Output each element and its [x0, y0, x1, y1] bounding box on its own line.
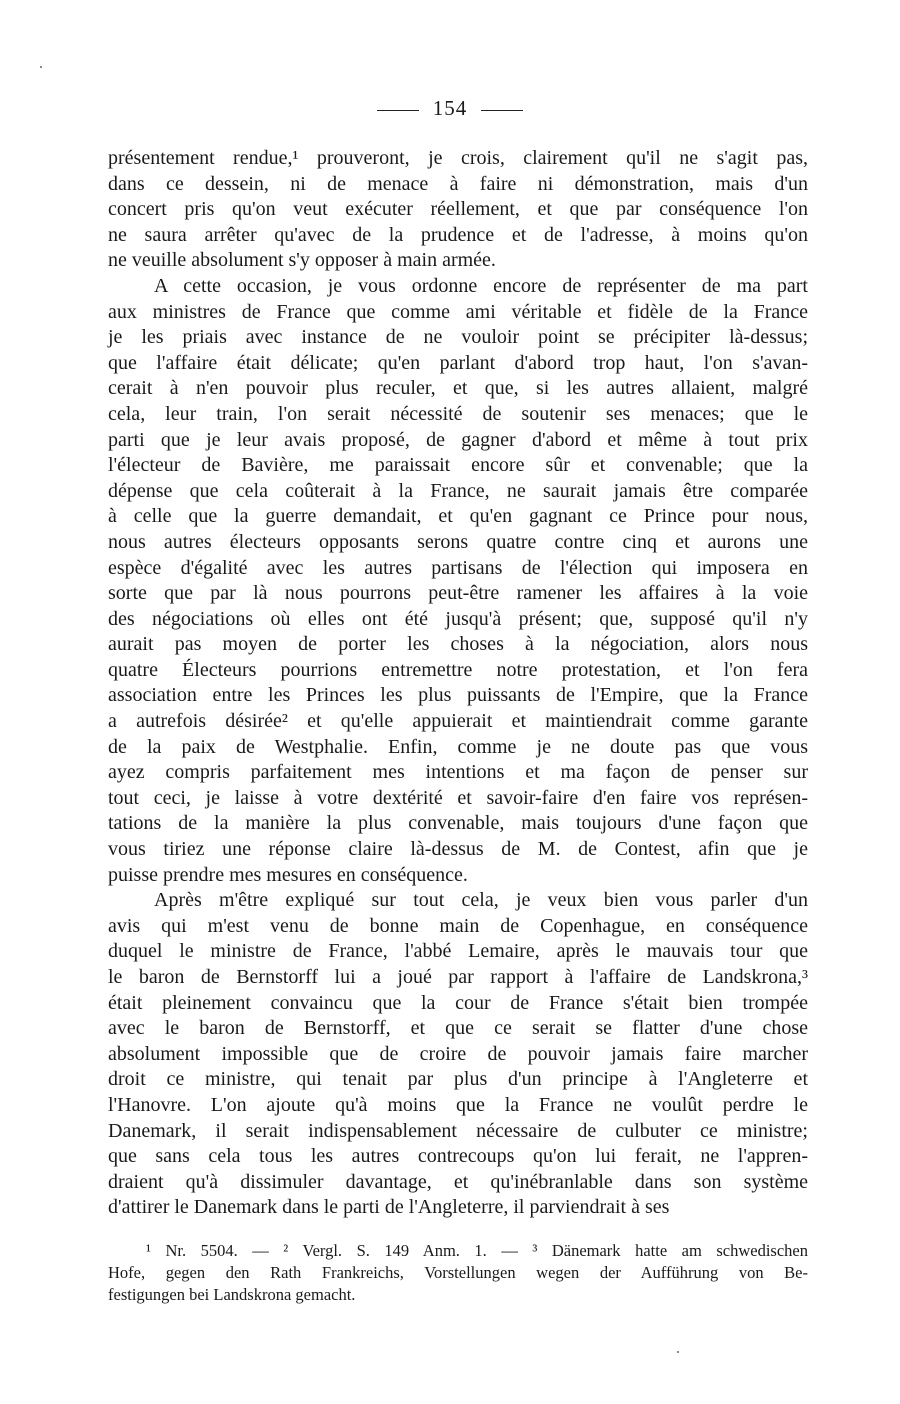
text-line: quatre Électeurs pourrions entremettre notre protestation, et l'on fera	[108, 658, 808, 681]
text-line: avec le baron de Bernstorff, et que ce serait se flatter d'une chose	[108, 1017, 808, 1040]
footnote-line: ¹ Nr. 5504. — ² Vergl. S. 149 Anm. 1. — ³ Dänemark hatte am schwedischen	[146, 1241, 808, 1260]
text-line: des négociations où elles ont été jusqu'à présent; que, supposé qu'il n'y	[108, 607, 808, 630]
text-line: dépense que cela coûterait à la France, ne saurait jamais être comparée	[108, 479, 808, 502]
text-line: espèce d'égalité avec les autres partisans de l'élection qui imposera en	[108, 556, 808, 579]
text-line: a autrefois désirée² et qu'elle appuierait et maintiendrait comme garante	[108, 710, 808, 733]
text-line: aux ministres de France que comme ami véritable et fidèle de la France	[108, 300, 808, 323]
paragraph	[108, 146, 808, 274]
text-line: de la paix de Westphalie. Enfin, comme je ne doute pas que vous	[108, 735, 808, 758]
footnotes	[108, 1240, 808, 1306]
text-line: duquel le ministre de France, l'abbé Lemaire, après le mauvais tour que	[108, 940, 808, 963]
text-line: Danemark, il serait indispensablement nécessaire de culbuter ce ministre;	[108, 1119, 808, 1142]
text-line: tout ceci, je laisse à votre dextérité et savoir-faire d'en faire vos représen-	[108, 786, 808, 809]
scan-speck	[677, 1351, 679, 1353]
page-number: 154	[432, 96, 468, 120]
text-line: ne saura arrêter qu'avec de la prudence et de l'adresse, à moins qu'on	[108, 223, 808, 246]
text-line: absolument impossible que de croire de pouvoir jamais faire marcher	[108, 1042, 808, 1065]
body-text	[108, 146, 808, 1221]
text-line: présentement rendue,¹ prouveront, je crois, clairement qu'il ne s'agit pas,	[108, 147, 808, 169]
header-dash-right	[481, 110, 523, 111]
text-line: sorte que par là nous pourrons peut-être ramener les affaires à la voie	[108, 582, 808, 605]
text-line: draient qu'à dissimuler davantage, et qu'inébranlable dans son système	[108, 1170, 808, 1193]
text-line: l'électeur de Bavière, me paraissait encore sûr et convenable; que la	[108, 454, 808, 477]
paragraph	[108, 888, 808, 1221]
text-line: avis qui m'est venu de bonne main de Copenhague, en conséquence	[108, 914, 808, 937]
text-line: aurait pas moyen de porter les choses à la négociation, alors nous	[108, 633, 808, 656]
text-line: à celle que la guerre demandait, et qu'en gagnant ce Prince pour nous,	[108, 505, 808, 528]
text-line: droit ce ministre, qui tenait par plus d'un principe à l'Angleterre et	[108, 1068, 808, 1091]
text-line: Après m'être expliqué sur tout cela, je veux bien vous parler d'un	[154, 889, 808, 912]
footnote-line: festigungen bei Landskrona gemacht.	[108, 1285, 356, 1304]
text-line: l'Hanovre. L'on ajoute qu'à moins que la France ne voulût perdre le	[108, 1093, 808, 1116]
text-line: concert pris qu'on veut exécuter réellement, et que par conséquence l'on	[108, 198, 808, 221]
header-dash-left	[377, 110, 419, 111]
scan-speck	[40, 66, 42, 68]
page-header	[0, 96, 900, 121]
text-line: cela, leur train, l'on serait nécessité de soutenir ses menaces; que le	[108, 402, 808, 425]
text-line: ayez compris parfaitement mes intentions et ma façon de penser sur	[108, 761, 808, 784]
text-line: cerait à n'en pouvoir plus reculer, et que, si les autres allaient, malgré	[108, 377, 808, 400]
text-line: d'attirer le Danemark dans le parti de l'Angleterre, il parviendrait à ses	[108, 1196, 670, 1219]
footnote-line: Hofe, gegen den Rath Frankreichs, Vorstellungen wegen der Aufführung von Be-	[108, 1263, 808, 1282]
text-line: le baron de Bernstorff lui a joué par rapport à l'affaire de Landskrona,³	[108, 966, 808, 988]
text-line: vous tiriez une réponse claire là-dessus de M. de Contest, afin que je	[108, 838, 808, 861]
text-line: tations de la manière la plus convenable, mais toujours d'une façon que	[108, 812, 808, 835]
text-line: que l'affaire était délicate; qu'en parlant d'abord trop haut, l'on s'avan-	[108, 351, 808, 374]
text-line: était pleinement convaincu que la cour de France s'était bien trompée	[108, 991, 808, 1014]
text-line: association entre les Princes les plus puissants de l'Empire, que la France	[108, 684, 808, 707]
text-line: dans ce dessein, ni de menace à faire ni démonstration, mais d'un	[108, 172, 808, 195]
text-line: que sans cela tous les autres contrecoups qu'on lui ferait, ne l'appren-	[108, 1145, 808, 1168]
text-line: parti que je leur avais proposé, de gagner d'abord et même à tout prix	[108, 428, 808, 451]
text-line: ne veuille absolument s'y opposer à main armée.	[108, 249, 496, 272]
text-line: A cette occasion, je vous ordonne encore de représenter de ma part	[154, 274, 808, 297]
text-line: je les priais avec instance de ne vouloir point se précipiter là-dessus;	[108, 326, 808, 349]
text-line: nous autres électeurs opposants serons quatre contre cinq et aurons une	[108, 530, 808, 553]
paragraph	[108, 274, 808, 888]
text-line: puisse prendre mes mesures en conséquence.	[108, 863, 468, 886]
